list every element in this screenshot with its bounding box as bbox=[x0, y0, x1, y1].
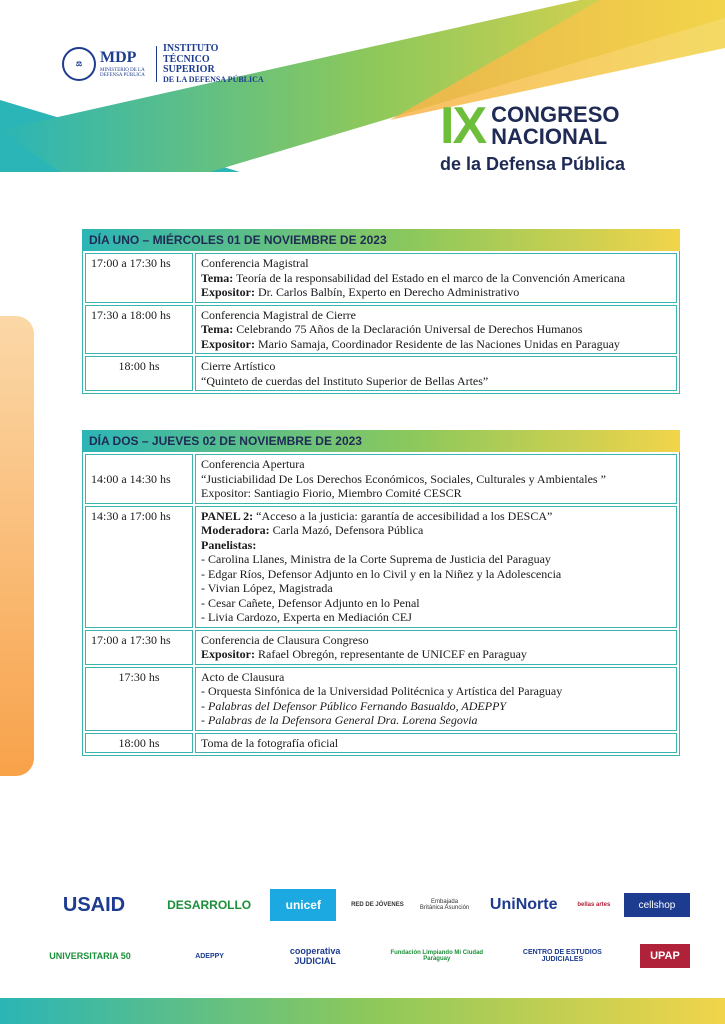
session-line: “Quinteto de cuerdas del Instituto Superior de Bellas Artes” bbox=[201, 373, 489, 388]
day2-table bbox=[82, 452, 680, 756]
row-content bbox=[195, 506, 677, 628]
session-title: Conferencia Magistral bbox=[201, 256, 309, 270]
table-row bbox=[85, 506, 677, 628]
row-time: 18:00 hs bbox=[85, 356, 193, 391]
sponsor-uninorte: UniNorte bbox=[489, 896, 558, 913]
expositor-label: Expositor: bbox=[201, 647, 255, 661]
session-title: Cierre Artístico bbox=[201, 359, 276, 373]
expositor-label: Expositor: bbox=[201, 336, 255, 351]
header-logos bbox=[62, 44, 303, 84]
sponsor-fundacion: Fundación Limpiando Mi Ciudad Paraguay bbox=[390, 950, 484, 962]
title-nacional: NACIONAL bbox=[491, 124, 608, 149]
sponsor-bellas-artes: bellas artes bbox=[577, 902, 611, 908]
mdp-full: MINISTERIO DE LA DEFENSA PÚBLICA bbox=[100, 67, 145, 78]
bottom-decor-bar bbox=[0, 998, 725, 1024]
moderator-text: Carla Mazó, Defensora Pública bbox=[269, 523, 424, 537]
institute-line3: SUPERIOR bbox=[163, 64, 215, 75]
sponsor-universitaria: UNIVERSITARIA 50 bbox=[49, 951, 131, 961]
table-row bbox=[85, 630, 677, 665]
session-line: “Justiciabilidad De Los Derechos Económicos, Sociales, Culturales y Ambientales ” bbox=[201, 471, 606, 486]
title-subtitle: de la Defensa Pública bbox=[440, 154, 626, 174]
row-time: 17:30 hs bbox=[85, 667, 193, 731]
day2-schedule bbox=[82, 430, 680, 756]
table-row bbox=[85, 454, 677, 504]
sponsor-usaid: USAID bbox=[62, 893, 126, 916]
logo-divider bbox=[156, 46, 157, 82]
panelist-item: - Edgar Ríos, Defensor Adjunto en lo Civil y en la Niñez y la Adolescencia bbox=[201, 566, 562, 581]
mdp-logo bbox=[62, 47, 150, 81]
panelist-item: - Carolina Llanes, Ministra de la Corte Suprema de Justicia del Paraguay bbox=[201, 552, 551, 566]
session-title: Conferencia Apertura bbox=[201, 457, 305, 471]
session-title: Conferencia de Clausura Congreso bbox=[201, 632, 369, 647]
panelist-item: - Livia Cardozo, Experta en Mediación CEJ bbox=[201, 610, 412, 624]
sponsor-unicef: unicef bbox=[270, 889, 336, 921]
table-row bbox=[85, 305, 677, 355]
title-congreso: CONGRESO bbox=[491, 102, 620, 127]
session-title: Toma de la fotografía oficial bbox=[201, 735, 339, 750]
sponsor-logos bbox=[40, 888, 690, 990]
tema-text: Celebrando 75 Años de la Declaración Universal de Derechos Humanos bbox=[233, 322, 583, 336]
row-content bbox=[195, 356, 677, 391]
sponsor-upap: UPAP bbox=[640, 944, 690, 968]
session-line: - Palabras del Defensor Público Fernando Basualdo, ADEPPY bbox=[201, 698, 507, 713]
panel-title: “Acceso a la justicia: garantía de accesibilidad a los DESCA” bbox=[253, 508, 553, 523]
panelist-item: - Cesar Cañete, Defensor Adjunto en lo Penal bbox=[201, 595, 420, 610]
sponsor-cooperativa: cooperativa JUDICIAL bbox=[289, 946, 341, 966]
table-row bbox=[85, 253, 677, 303]
row-content bbox=[195, 454, 677, 504]
sponsor-cej: CENTRO DE ESTUDIOS JUDICIALES bbox=[522, 949, 602, 963]
row-time: 14:00 a 14:30 hs bbox=[85, 454, 193, 504]
panelists-label: Panelistas: bbox=[201, 537, 257, 552]
sponsor-row-1 bbox=[40, 888, 690, 922]
institute-line1: INSTITUTO bbox=[163, 43, 219, 54]
sponsor-embajada: Embajada Británica Asunción bbox=[419, 899, 470, 911]
row-time: 17:00 a 17:30 hs bbox=[85, 253, 193, 303]
sponsor-red-jovenes: RED DE JÓVENES bbox=[351, 902, 404, 908]
row-content bbox=[195, 667, 677, 731]
moderator-label: Moderadora: bbox=[201, 523, 270, 537]
institute-line2: TÉCNICO bbox=[163, 53, 210, 65]
row-content bbox=[195, 733, 677, 754]
row-time: 18:00 hs bbox=[85, 733, 193, 754]
row-content bbox=[195, 253, 677, 303]
expositor-text: Mario Samaja, Coordinador Residente de las Naciones Unidas en Paraguay bbox=[255, 336, 620, 351]
institute-line4: DE LA DEFENSA PÚBLICA bbox=[163, 74, 264, 84]
left-decor-stripe bbox=[0, 316, 34, 776]
panelist-item: - Vivian López, Magistrada bbox=[201, 581, 333, 595]
scales-icon: ⚖ bbox=[62, 47, 96, 81]
row-time: 17:30 a 18:00 hs bbox=[85, 305, 193, 355]
tema-label: Tema: bbox=[201, 270, 234, 285]
session-line: - Palabras de la Defensora General Dra. Lorena Segovia bbox=[201, 713, 478, 727]
day1-table bbox=[82, 251, 680, 394]
table-row bbox=[85, 356, 677, 391]
sponsor-cellshop: cellshop bbox=[624, 893, 690, 917]
row-content bbox=[195, 305, 677, 355]
congress-title bbox=[440, 97, 626, 175]
sponsor-desarrollo: DESARROLLO bbox=[167, 898, 252, 912]
sponsor-adeppy: ADEPPY bbox=[195, 952, 224, 960]
table-row bbox=[85, 667, 677, 731]
panel-label: PANEL 2: bbox=[201, 508, 254, 523]
tema-label: Tema: bbox=[201, 322, 234, 336]
sponsor-row-2 bbox=[40, 932, 690, 980]
tema-text: Teoría de la responsabilidad del Estado en el marco de la Convención Americana bbox=[233, 270, 626, 285]
day1-heading: DÍA UNO – MIÉRCOLES 01 DE NOVIEMBRE DE 2023 bbox=[82, 229, 680, 251]
session-title: Acto de Clausura bbox=[201, 669, 285, 684]
day2-heading: DÍA DOS – JUEVES 02 DE NOVIEMBRE DE 2023 bbox=[82, 430, 680, 452]
roman-numeral: IX bbox=[440, 97, 486, 155]
session-line: Expositor: Santiagio Fiorio, Miembro Comité CESCR bbox=[201, 486, 462, 500]
session-title: Conferencia Magistral de Cierre bbox=[201, 307, 356, 322]
session-line: - Orquesta Sinfónica de la Universidad Politécnica y Artística del Paraguay bbox=[201, 684, 563, 698]
day1-schedule bbox=[82, 229, 680, 394]
row-time: 17:00 a 17:30 hs bbox=[85, 630, 193, 665]
table-row bbox=[85, 733, 677, 754]
mdp-short: MDP bbox=[100, 48, 137, 66]
expositor-label: Expositor: bbox=[201, 285, 255, 299]
expositor-text: Rafael Obregón, representante de UNICEF en Paraguay bbox=[255, 647, 527, 661]
row-content bbox=[195, 630, 677, 665]
row-time: 14:30 a 17:00 hs bbox=[85, 506, 193, 628]
institute-logo bbox=[163, 44, 303, 84]
expositor-text: Dr. Carlos Balbín, Experto en Derecho Administrativo bbox=[255, 285, 520, 299]
